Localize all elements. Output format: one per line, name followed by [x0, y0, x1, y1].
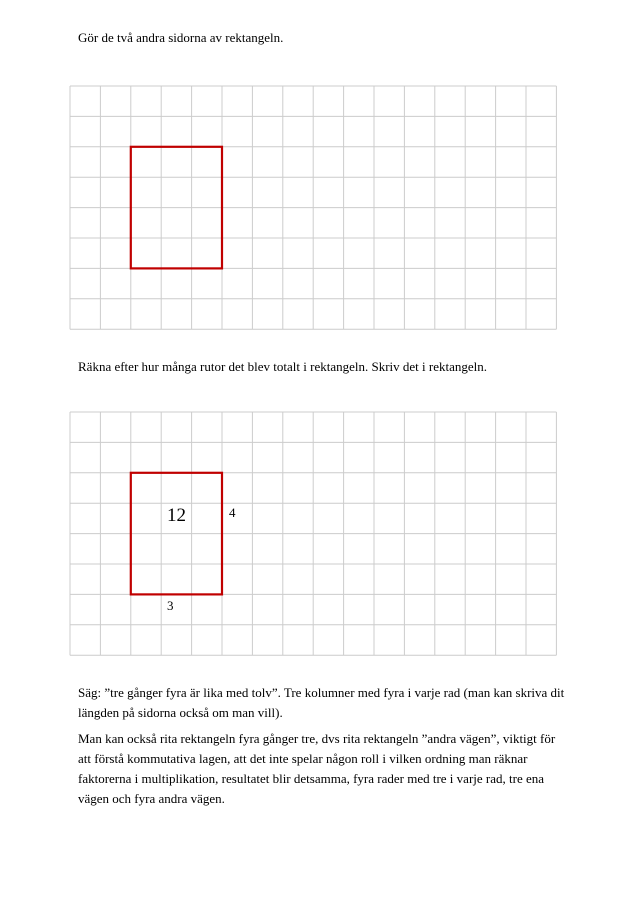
grid-1: [69, 85, 559, 331]
rectangle-side-label: 4: [229, 505, 236, 520]
paragraph-1: Säg: ”tre gånger fyra är lika med tolv”. Tre kolumner med fyra i varje rad (man kan skriva dit längden på sidorna också om man vill).: [78, 685, 565, 720]
instruction-1: Gör de två andra sidorna av rektangeln.: [78, 30, 284, 45]
rectangle-total-label: 12: [167, 505, 186, 526]
rectangle-bottom-label: 3: [167, 598, 174, 613]
grid-2: [69, 411, 559, 657]
instruction-2: Räkna efter hur många rutor det blev totalt i rektangeln. Skriv det i rektangeln.: [78, 359, 488, 374]
paragraph-2: Man kan också rita rektangeln fyra gånger tre, dvs rita rektangeln ”andra vägen”, viktigt för att förstå kommutativa lagen, att det inte spelar någon roll i vilken ordning man räknar faktorerna i multiplikation, resultatet blir detsamma, fyra rader med tre i varje rad, tre ena vägen och fyra andra vägen.: [78, 731, 556, 806]
